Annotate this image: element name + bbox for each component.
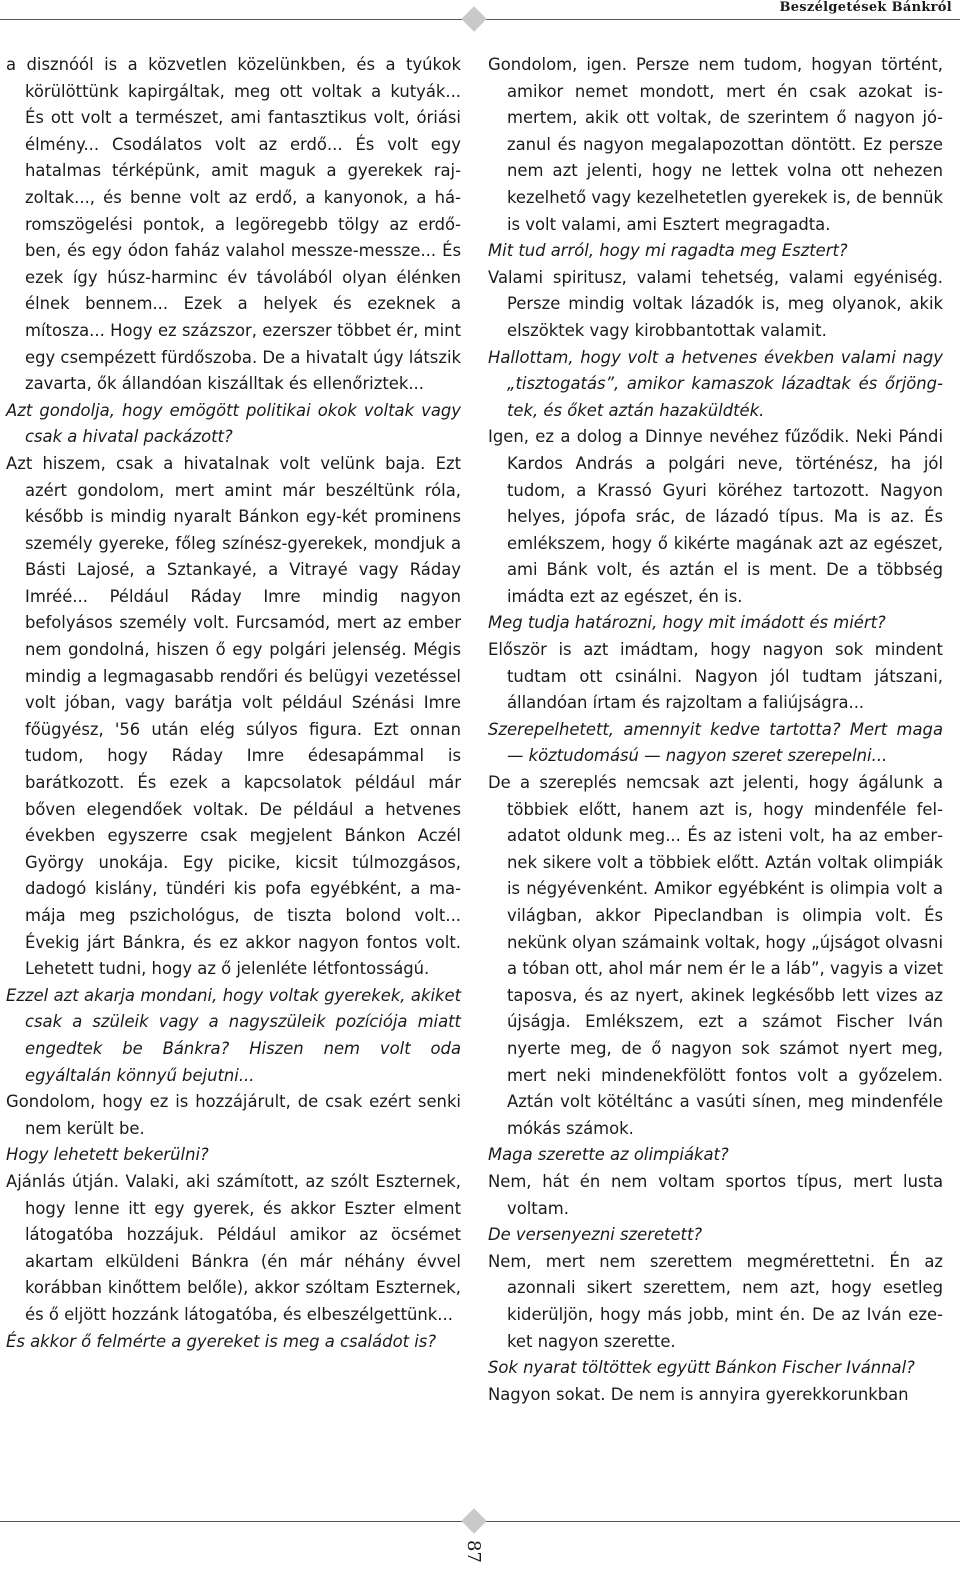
interview-answer: De a szereplés nemcsak azt jelenti, hogy ágálunk a többiek előtt, hanem azt is, hogy mindenféle feladatot oldunk meg... És az isteni volt, ha az embernek sikere volt a többiek előtt. Aztán voltak olimpiák is négyévenként. Amikor egyébként is olimpia volt a világban, akkor Pipeclandban is olimpia volt. És nekünk olyan számaink voltak, hogy „újságot olvasni a tóban ott, ahol már nem ér le a láb”, vagyis a vizet taposva, és az nyert, akinek legkésőbb lett vizes az újságja. Emlékszem, ezt a számot Fischer Iván nyerte meg, de ő nagyon sok számot nyert meg, mert neki mindenekfölött fontos volt a győzelem. Aztán volt kötéltánc a vasúti sínen, meg mindenféle mókás számok. [488, 773, 943, 1138]
footer-diamond-ornament [461, 1508, 486, 1533]
header-diamond-ornament [461, 6, 486, 31]
interview-question: Maga szerette az olimpiákat? [488, 1145, 729, 1165]
interview-question: Meg tudja határozni, hogy mit imádott és miért? [488, 613, 886, 633]
page-number: 87 [462, 1540, 484, 1563]
interview-answer: Azt hiszem, csak a hivatalnak volt velünk baja. Ezt azért gondolom, mert amint már beszéltünk róla, később is mindig nyaralt Bánkon egy-két prominens személy gyereke, főleg színész-gyerekek, mondjuk a Básti Lajosé, a Sztankayé, a Vitrayé vagy Ráday Imréé... Például Ráday Imre mindig nagyon befolyásos személy volt. Furcsamód, mert az ember nem gondolná, hiszen ő egy polgári jelenség. Mégis mindig a legmagasabb rendőri és belügyi vezetéssel volt jóban, vagy barátja volt például Szénási Imre főügyész, '56 után elég súlyos figura. Ezt onnan tudom, hogy Ráday Imre édesapámmal is barátkozott. És ezek a kapcsolatok például már bőven elegendőek voltak. De például a hetvenes években egyszerre csak megjelent Bánkon Aczél György unokája. Egy picike, kicsit túlmozgásos, dadogó kislány, tündéri kis pofa egyébként, a mamája meg pszichológus, de tiszta bolond volt... Évekig járt Bánkra, és ez akkor nagyon fontos volt. Lehetett tudni, hogy az ő jelenléte létfontosságú. [6, 453, 461, 979]
interview-question: Hallottam, hogy volt a hetvenes években valami nagy „tisztogatás”, amikor kamaszok lázadtak és őrjöngtek, és őket aztán hazaküldték. [488, 347, 943, 420]
interview-question: Ezzel azt akarja mondani, hogy voltak gyerekek, akiket csak a szüleik vagy a nagyszüleik pozíciója miatt engedtek be Bánkra? Hiszen nem volt oda egyáltalán könnyű bejutni... [6, 985, 461, 1085]
interview-question: Mit tud arról, hogy mi ragadta meg Esztert? [488, 241, 848, 261]
running-head: Beszélgetések Bánkról [775, 0, 952, 15]
interview-answer: Nem, mert nem szerettem megmérettetni. Én az azonnali sikert szerettem, nem azt, hogy esetleg kiderüljön, hogy más jobb, mint én. De az Iván ezeket nagyon szerette. [488, 1251, 943, 1351]
interview-answer: Igen, ez a dolog a Dinnye nevéhez fűződik. Neki Pándi Kardos András a polgári neve, történész, ha jól tudom, a Krassó Gyuri köréhez tartozott. Nagyon helyes, jópofa srác, de lázadó típus. Ma is az. És emlékszem, hogy ő kikérte magának azt az egészet, ami Bánk volt, és aztán el is ment. De a többség imádta ezt az egészet, én is. [488, 427, 943, 606]
interview-question: Szerepelhetett, amennyit kedve tartotta? Mert maga — köztudomású — nagyon szeret szerepelni... [488, 719, 943, 766]
interview-question: De versenyezni szeretett? [488, 1225, 703, 1245]
interview-question: Azt gondolja, hogy emögött politikai okok voltak vagy csak a hivatal packázott? [6, 400, 461, 447]
left-column [6, 52, 461, 1355]
right-column [488, 52, 943, 1408]
interview-answer: Először is azt imádtam, hogy nagyon sok mindent tudtam ott csinálni. Nagyon jól tudtam játszani, állandóan írtam és rajzoltam a faliújságra... [488, 640, 943, 713]
interview-question: Sok nyarat töltöttek együtt Bánkon Fischer Ivánnal? [488, 1358, 915, 1378]
interview-answer: Gondolom, hogy ez is hozzájárult, de csak ezért senki nem került be. [6, 1092, 461, 1138]
interview-answer: Valami spiritusz, valami tehetség, valami egyéniség. Persze mindig voltak lázadók is, meg olyanok, akik elszöktek vagy kirobbantottak valamit. [488, 267, 943, 340]
interview-answer: Nem, hát én nem voltam sportos típus, mert lusta voltam. [488, 1171, 943, 1218]
interview-answer: Nagyon sokat. De nem is annyira gyerekkorunkban [488, 1384, 909, 1404]
interview-question: És akkor ő felmérte a gyereket is meg a családot is? [6, 1331, 437, 1351]
interview-answer: a disznóól is a közvetlen közelünkben, és a tyúkok körülöttünk kapirgáltak, meg ott voltak a kutyák... És ott volt a természet, ami fantasztikus volt, óriási élmény... Csodálatos volt az erdő... És volt egy hatalmas térképünk, amit maguk a gyerekek rajzoltak..., és benne volt az erdő, a kanyonok, a háromszögelési pontok, a legöregebb tölgy az erdőben, és egy ódon faház valahol messze-messze... És ezek így húsz-harminc év távolából olyan élénken élnek bennem... Ezek a helyek és ezeknek a mítosza... Hogy ez százszor, ezerszer többet ér, mint egy csempézett fürdőszoba. De a hivatalt úgy látszik zavarta, ők állandóan kiszálltak és ellenőriztek... [6, 55, 461, 394]
interview-question: Hogy lehetett bekerülni? [6, 1145, 209, 1165]
interview-answer: Gondolom, igen. Persze nem tudom, hogyan történt, amikor nemet mondott, mert én csak azokat ismertem, akik ott voltak, de szerintem ő nagyon józanul és nagyon megalapozottan döntött. Ez persze nem azt jelenti, hogy ne lettek volna ott nehezen kezelhető vagy kezelhetetlen gyerekek is, de bennük is volt valami, ami Esztert megragadta. [488, 55, 944, 234]
interview-answer: Ajánlás útján. Valaki, aki számított, az szólt Eszternek, hogy lenne itt egy gyerek, és akkor Eszter elment látogatóba hozzájuk. Például amikor az öcsémet akartam elküldeni Bánkra (én már néhány évvel korábban kinőttem belőle), akkor szóltam Eszternek, és ő eljött hozzánk látogatóba, és elbeszélgettünk... [6, 1171, 461, 1324]
